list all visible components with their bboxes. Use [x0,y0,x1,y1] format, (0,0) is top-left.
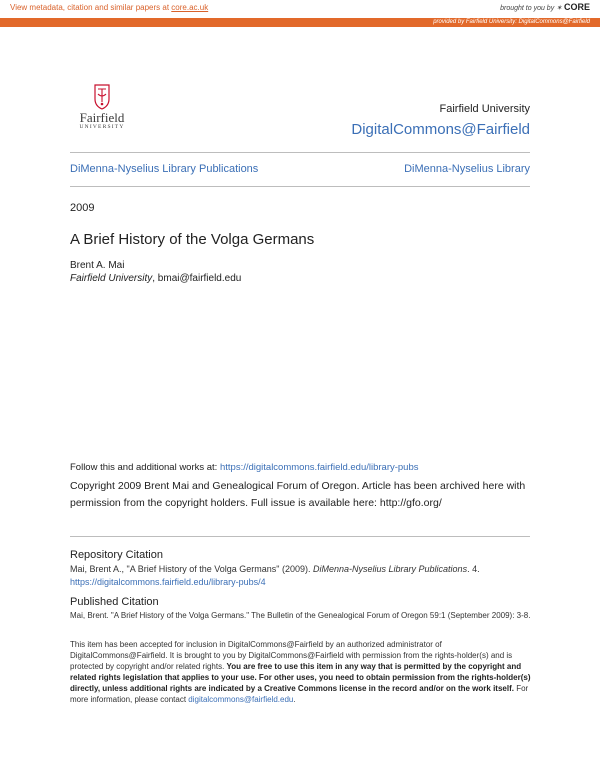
core-brought-by[interactable] [500,2,590,12]
logo-university: UNIVERSITY [79,124,125,130]
provided-by-bar [0,18,600,27]
divider-citation [70,536,530,537]
notice-intro: This item has been accepted for inclusion in DigitalCommons@Fairfield by an authorized administrator of DigitalCommons@Fairfield. It is brought to you by DigitalCommons@Fairfield with permission from the rights-holder(s) and is protected by copyright and/or related rights. [70,640,513,671]
core-top-bar [0,0,600,18]
repository-citation-heading: Repository Citation [70,549,163,561]
author-name: Brent A. Mai [70,260,125,271]
article-title: A Brief History of the Volga Germans [70,231,315,248]
library-link[interactable]: DiMenna-Nyselius Library [404,163,530,175]
usage-notice [70,639,540,705]
logo-wordmark: Fairfield [79,110,125,125]
divider-collections [70,186,530,187]
publication-year: 2009 [70,202,95,214]
affiliation-email: , bmai@fairfield.edu [152,273,242,284]
core-metadata-notice [10,3,208,12]
affiliation-institution: Fairfield University [70,273,153,284]
notice-end: . [293,695,296,704]
core-logo-icon: ✶ [556,5,563,12]
provided-by-text[interactable]: provided by Fairfield University: DigitalCommons@Fairfield [433,19,590,25]
core-metadata-prefix: View metadata, citation and similar papers at [10,3,172,12]
published-citation-heading: Published Citation [70,596,159,608]
collection-link[interactable]: DiMenna-Nyselius Library Publications [70,163,259,175]
citation-number: . 4. [467,564,480,574]
fairfield-seal-icon [93,84,111,110]
citation-series: DiMenna-Nyselius Library Publications [313,564,468,574]
divider-top [70,152,530,153]
core-brand: CORE [563,2,590,12]
repository-citation-text [70,563,540,589]
follow-line [70,462,419,473]
repository-link[interactable]: DigitalCommons@Fairfield [351,121,530,138]
brought-by-label: brought to you by [500,5,555,12]
notice-contact: For more information, please contact [70,684,529,704]
follow-label: Follow this and additional works at: [70,462,220,473]
published-citation-text: Mai, Brent. "A Brief History of the Volga Germans." The Bulletin of the Genealogical Forum of Oregon 59:1 (September 2009): 3-8. [70,611,531,620]
citation-link[interactable]: https://digitalcommons.fairfield.edu/library-pubs/4 [70,577,266,587]
rights-statement: Copyright 2009 Brent Mai and Genealogical Forum of Oregon. Article has been archived here with permission from the copyright holders. Full issue is available here: http://gfo.org/ [70,480,526,509]
institution-name: Fairfield University [439,103,530,115]
author-affiliation [70,273,241,284]
follow-link[interactable]: https://digitalcommons.fairfield.edu/library-pubs [219,462,419,473]
contact-email-link[interactable]: digitalcommons@fairfield.edu [188,695,294,704]
notice-bold: You are free to use this item in any way that is permitted by the copyright and related rights legislation that applies to your use. For other uses, you need to obtain permission from the rights-holder(s) directly, unless additional rights are indicated by a Creative Commons license in the record and/or on the work itself. [70,662,531,693]
fairfield-logo [72,84,132,136]
core-link[interactable]: core.ac.uk [171,3,209,12]
citation-text: Mai, Brent A., "A Brief History of the Volga Germans" (2009). [70,564,313,574]
